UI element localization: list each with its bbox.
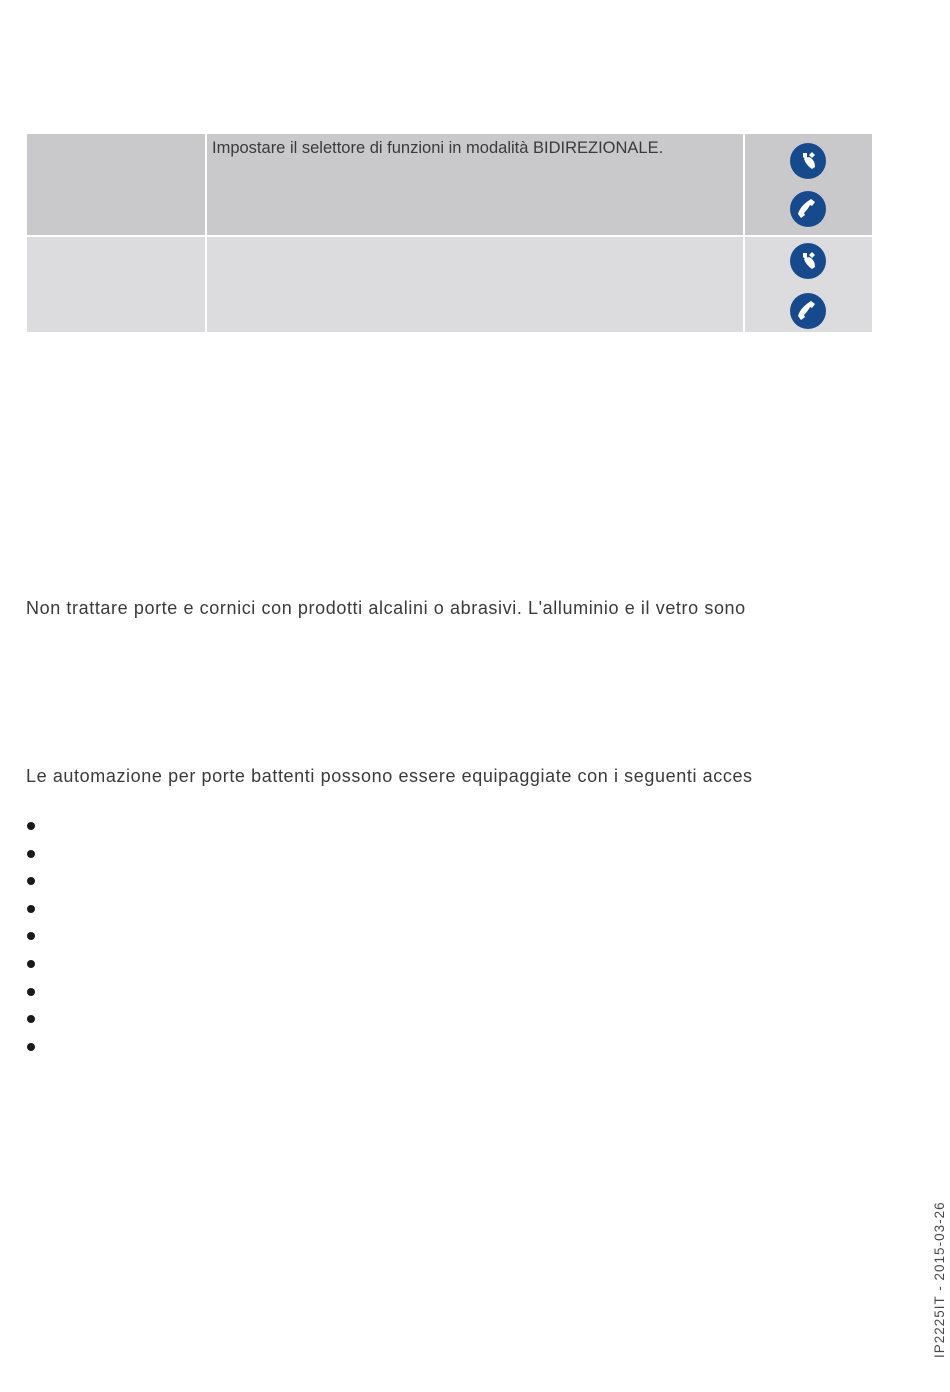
action-text: Impostare il selettore di funzioni in modalità BIDIREZIONALE.: [212, 139, 664, 157]
troubleshooting-table: [27, 134, 872, 332]
accessories-intro: Le automazione per porte battenti possono essere equipaggiate con i seguenti acces: [26, 766, 753, 786]
table-row: [27, 237, 872, 332]
document-code: IP2225IT - 2015-03-26: [932, 1201, 947, 1358]
maintenance-wrench-icon: [790, 143, 826, 179]
table-cell-icons: [745, 237, 872, 332]
table-cell-action: [207, 237, 743, 332]
list-item-bullet: [27, 1043, 35, 1051]
list-item-bullet: [27, 850, 35, 858]
table-cell-problem: [27, 134, 205, 235]
table-cell-action: [207, 134, 743, 235]
table-row: [27, 134, 872, 235]
table-cell-problem: [27, 237, 205, 332]
list-item-bullet: [27, 960, 35, 968]
list-item-bullet: [27, 932, 35, 940]
list-item-bullet: [27, 988, 35, 996]
list-item-bullet: [27, 905, 35, 913]
list-item-bullet: [27, 822, 35, 830]
accessories-list: [27, 822, 35, 1070]
maintenance-wrench-icon: [790, 243, 826, 279]
cleaning-paragraph: Non trattare porte e cornici con prodotti alcalini o abrasivi. L'alluminio e il vetro sono: [26, 598, 746, 618]
phone-call-icon: [790, 191, 826, 227]
phone-call-icon: [790, 293, 826, 329]
table-cell-icons: [745, 134, 872, 235]
list-item-bullet: [27, 877, 35, 885]
list-item-bullet: [27, 1015, 35, 1023]
